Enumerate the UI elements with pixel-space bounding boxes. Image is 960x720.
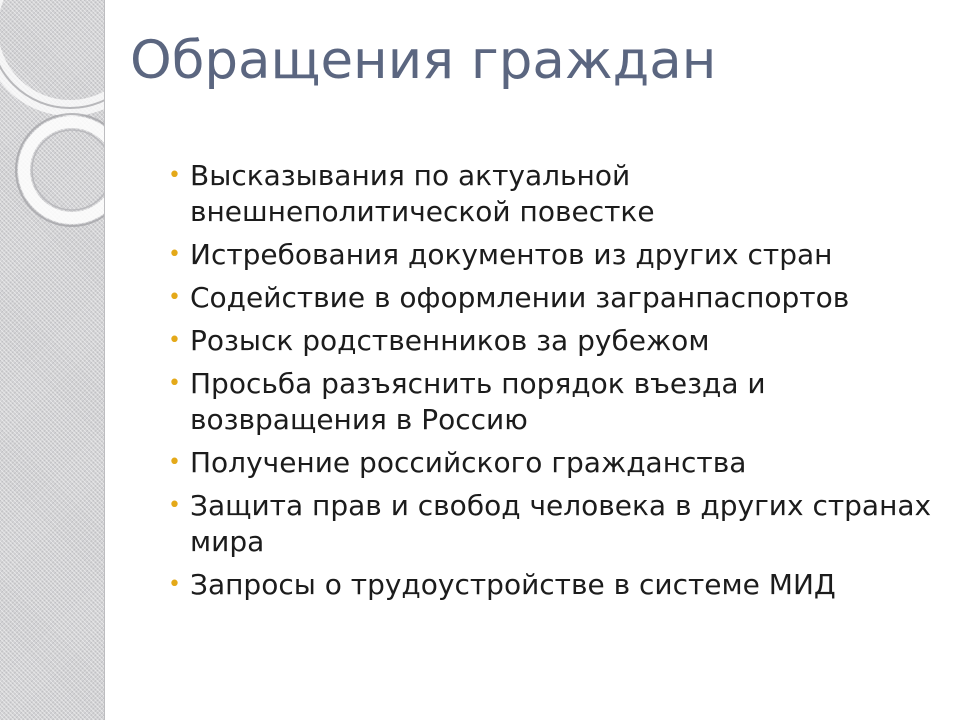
bullet-item xyxy=(168,366,938,438)
bullet-text: Получение российского гражданства xyxy=(190,446,747,479)
bullet-item xyxy=(168,567,938,603)
bullet-text: Защита прав и свобод человека в других странах мира xyxy=(190,489,932,558)
bullet-text: Истребования документов из других стран xyxy=(190,238,833,271)
bullet-dot-icon: • xyxy=(168,242,181,267)
bullet-text: Содействие в оформлении загранпаспортов xyxy=(190,281,850,314)
slide-title: Обращения граждан xyxy=(130,30,717,91)
bullet-item xyxy=(168,445,938,481)
bullet-dot-icon: • xyxy=(168,163,181,188)
bullet-dot-icon: • xyxy=(168,572,181,597)
bullet-dot-icon: • xyxy=(168,450,181,475)
bullet-text: Розыск родственников за рубежом xyxy=(190,324,710,357)
bullet-list xyxy=(168,158,938,610)
decorative-side-band xyxy=(0,0,105,720)
bullet-item xyxy=(168,280,938,316)
bullet-dot-icon: • xyxy=(168,285,181,310)
bullet-item xyxy=(168,323,938,359)
bullet-item xyxy=(168,158,938,230)
bullet-item xyxy=(168,488,938,560)
bullet-item xyxy=(168,237,938,273)
bullet-text: Высказывания по актуальной внешнеполитической повестке xyxy=(190,159,655,228)
bullet-dot-icon: • xyxy=(168,493,181,518)
bullet-dot-icon: • xyxy=(168,371,181,396)
decorative-rings xyxy=(0,0,104,720)
bullet-dot-icon: • xyxy=(168,328,181,353)
bullet-text: Просьба разъяснить порядок въезда и возвращения в Россию xyxy=(190,367,766,436)
bullet-text: Запросы о трудоустройстве в системе МИД xyxy=(190,568,836,601)
